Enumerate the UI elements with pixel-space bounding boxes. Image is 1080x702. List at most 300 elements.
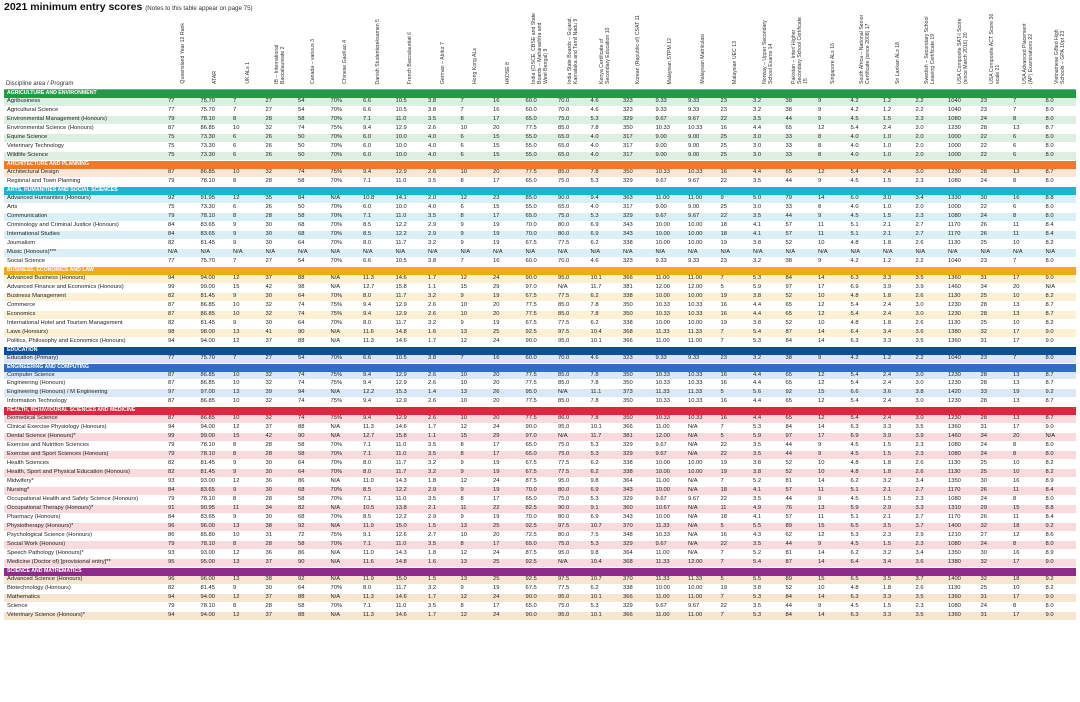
score-cell: 338 <box>621 319 654 328</box>
score-cell: 350 <box>621 380 654 389</box>
score-cell: 82 <box>166 239 199 248</box>
score-cell: 97.0 <box>524 283 557 292</box>
score-cell: 87 <box>784 328 817 337</box>
header-col-9 <box>426 13 459 90</box>
score-cell: 28 <box>264 442 297 451</box>
score-cell: 9.0 <box>1044 594 1077 603</box>
score-cell: 2.6 <box>914 469 947 478</box>
program-name: Advanced Business (Honours) <box>4 275 166 283</box>
score-cell: N/A <box>1044 248 1077 257</box>
score-cell: 2.0 <box>914 142 947 151</box>
score-cell: 6.4 <box>849 559 882 568</box>
score-cell: 99 <box>166 433 199 442</box>
score-cell: 10.33 <box>654 415 687 423</box>
score-cell: 19 <box>719 585 752 594</box>
header-label: HKDSE 8 <box>504 61 511 84</box>
score-cell: 33 <box>784 203 817 212</box>
header-col-13 <box>556 13 589 90</box>
score-cell: 10.33 <box>654 310 687 319</box>
score-cell: 78.10 <box>199 212 232 221</box>
score-cell: 17 <box>491 541 524 550</box>
score-cell: 20 <box>491 310 524 319</box>
score-cell: 30 <box>264 514 297 523</box>
score-cell: 4.8 <box>849 460 882 469</box>
score-cell: 17 <box>1011 328 1044 337</box>
score-cell: 1330 <box>946 195 979 203</box>
score-cell: 7.1 <box>361 115 394 124</box>
header-label: Norway – Upper Secondary School Exams 14 <box>761 20 774 84</box>
program-name: Biomedical Science <box>4 415 166 423</box>
score-cell: 3.0 <box>914 301 947 310</box>
score-cell: 1080 <box>946 496 979 505</box>
score-cell: 8.7 <box>1044 398 1077 407</box>
score-cell: 4.4 <box>751 372 784 380</box>
score-cell: 9 <box>816 106 849 115</box>
score-cell: 1.5 <box>881 177 914 186</box>
score-cell: 94.00 <box>199 424 232 433</box>
program-name: Dental Science (Honours)* <box>4 433 166 442</box>
score-cell: 4.1 <box>751 514 784 523</box>
score-cell: 8.0 <box>1044 212 1077 221</box>
score-cell: 20 <box>491 398 524 407</box>
score-cell: 22 <box>979 142 1012 151</box>
score-cell: 4.4 <box>751 415 784 423</box>
score-cell: 77.5 <box>556 585 589 594</box>
header-label: Swedish – Secondary School Leaving Certificate 19 <box>924 16 937 84</box>
section-title: ARCHITECTURE AND PLANNING <box>4 160 1076 168</box>
score-cell: 6 <box>459 203 492 212</box>
score-cell: 4.2 <box>849 257 882 266</box>
score-cell: 27 <box>264 98 297 106</box>
score-cell: 6.9 <box>589 487 622 496</box>
score-cell: 81.45 <box>199 239 232 248</box>
score-cell: 22 <box>491 505 524 514</box>
score-cell: 14.6 <box>394 275 427 283</box>
score-cell: 84 <box>166 487 199 496</box>
score-cell: 10.00 <box>686 230 719 239</box>
score-cell: 2.0 <box>914 133 947 142</box>
score-cell: 75% <box>329 169 362 177</box>
score-cell: 19 <box>719 469 752 478</box>
score-cell: 10 <box>459 532 492 541</box>
score-cell: N/A <box>556 283 589 292</box>
score-cell: 19 <box>491 460 524 469</box>
score-cell: 2.7 <box>914 514 947 523</box>
score-cell: 77 <box>166 257 199 266</box>
score-cell: 10.00 <box>654 460 687 469</box>
score-cell: 90.0 <box>524 275 557 283</box>
score-cell: 65 <box>784 301 817 310</box>
score-cell: 12 <box>231 337 264 346</box>
score-cell: 7.1 <box>361 451 394 460</box>
score-cell: 329 <box>621 212 654 221</box>
score-cell: 28 <box>979 169 1012 177</box>
score-cell: 5.4 <box>849 398 882 407</box>
score-cell: 3.5 <box>426 115 459 124</box>
score-cell: 6 <box>1011 142 1044 151</box>
score-cell: 15.3 <box>394 389 427 398</box>
score-cell: 22 <box>719 496 752 505</box>
score-cell: 87 <box>166 310 199 319</box>
table-row <box>4 415 1076 423</box>
score-cell: 28 <box>264 496 297 505</box>
score-cell: 65.0 <box>524 496 557 505</box>
score-cell: 10.00 <box>654 585 687 594</box>
score-cell: 11 <box>816 487 849 496</box>
table-row <box>4 239 1076 248</box>
table-row <box>4 292 1076 301</box>
score-cell: 10.00 <box>686 585 719 594</box>
score-cell: 8.0 <box>1044 203 1077 212</box>
table-row <box>4 550 1076 559</box>
table-row <box>4 142 1076 151</box>
score-cell: 2.9 <box>426 514 459 523</box>
score-cell: 34 <box>979 433 1012 442</box>
score-cell: 7 <box>459 355 492 363</box>
score-cell: 2.6 <box>426 398 459 407</box>
score-cell: 76 <box>784 505 817 514</box>
score-cell: 7 <box>459 98 492 106</box>
table-row <box>4 221 1076 230</box>
score-cell: 8.0 <box>1044 603 1077 612</box>
score-cell: 25 <box>491 523 524 532</box>
score-cell: 6.6 <box>361 106 394 115</box>
score-cell: 19 <box>491 292 524 301</box>
score-cell: 7 <box>719 478 752 487</box>
score-cell: 75.0 <box>556 496 589 505</box>
score-cell: 11.0 <box>394 212 427 221</box>
score-cell: 10.0 <box>394 151 427 160</box>
score-cell: 39 <box>264 389 297 398</box>
score-cell: 10 <box>1011 469 1044 478</box>
score-cell: N/A <box>979 248 1012 257</box>
score-cell: 23 <box>719 355 752 363</box>
score-cell: 77.5 <box>524 169 557 177</box>
table-row <box>4 541 1076 550</box>
score-cell: 9 <box>231 460 264 469</box>
score-cell: 12 <box>231 424 264 433</box>
score-cell: 27 <box>979 532 1012 541</box>
score-cell: 88 <box>296 275 329 283</box>
score-cell: 2.2 <box>914 98 947 106</box>
score-cell: 24 <box>979 603 1012 612</box>
score-cell: 9 <box>816 177 849 186</box>
score-cell: 10.00 <box>654 230 687 239</box>
score-cell: 4.4 <box>751 169 784 177</box>
score-cell: 15 <box>1011 505 1044 514</box>
score-cell: 5.3 <box>589 451 622 460</box>
score-cell: 11.00 <box>654 275 687 283</box>
score-cell: 9.67 <box>686 212 719 221</box>
score-cell: 6.3 <box>849 424 882 433</box>
score-cell: 1040 <box>946 106 979 115</box>
score-cell: 17 <box>816 433 849 442</box>
score-cell: N/A <box>914 248 947 257</box>
score-cell: 11.33 <box>654 328 687 337</box>
score-cell: 5.3 <box>751 424 784 433</box>
score-cell: 65 <box>784 398 817 407</box>
score-cell: 11 <box>231 505 264 514</box>
score-cell: 77.5 <box>524 415 557 423</box>
score-cell: 75.70 <box>199 106 232 115</box>
score-cell: N/A <box>686 478 719 487</box>
score-cell: 14.8 <box>394 559 427 568</box>
score-cell: 95.0 <box>556 478 589 487</box>
score-cell: 343 <box>621 487 654 496</box>
score-cell: 5.6 <box>751 389 784 398</box>
score-cell: 8.7 <box>1044 169 1077 177</box>
score-cell: 9 <box>816 212 849 221</box>
score-cell: 60.0 <box>524 98 557 106</box>
score-cell: 2.2 <box>914 257 947 266</box>
score-cell: 2.9 <box>426 221 459 230</box>
score-cell: 9.8 <box>589 550 622 559</box>
score-cell: 70% <box>329 460 362 469</box>
score-cell: 78.10 <box>199 496 232 505</box>
score-cell: 17 <box>491 603 524 612</box>
score-cell: 70% <box>329 585 362 594</box>
score-cell: 6.0 <box>361 151 394 160</box>
score-cell: 8.2 <box>1044 319 1077 328</box>
program-name: Speech Pathology (Honours)* <box>4 550 166 559</box>
score-cell: N/A <box>686 248 719 257</box>
score-cell: 2.9 <box>426 487 459 496</box>
score-cell: 24 <box>979 496 1012 505</box>
score-cell: 28 <box>979 301 1012 310</box>
score-cell: 41 <box>264 328 297 337</box>
score-cell: 9.33 <box>654 257 687 266</box>
score-cell: 13 <box>459 389 492 398</box>
score-cell: 37 <box>264 612 297 621</box>
score-cell: 64 <box>296 460 329 469</box>
score-cell: 19 <box>491 230 524 239</box>
score-cell: 3.2 <box>426 460 459 469</box>
header-col-16 <box>654 13 687 90</box>
score-cell: 29 <box>491 433 524 442</box>
score-cell: 9 <box>231 585 264 594</box>
score-cell: 44 <box>784 212 817 221</box>
score-cell: 25 <box>719 142 752 151</box>
score-cell: 364 <box>621 478 654 487</box>
score-cell: 28 <box>264 212 297 221</box>
score-cell: 5.4 <box>849 124 882 133</box>
score-cell: 99.00 <box>199 433 232 442</box>
score-cell: 8.7 <box>1044 380 1077 389</box>
score-cell: 7 <box>459 106 492 115</box>
table-row <box>4 389 1076 398</box>
score-cell: 26 <box>979 230 1012 239</box>
score-cell: 32 <box>979 328 1012 337</box>
score-cell: 7 <box>719 337 752 346</box>
score-cell: 83.65 <box>199 514 232 523</box>
header-col-24 <box>914 13 947 90</box>
score-cell: 11.00 <box>654 612 687 621</box>
score-cell: 10 <box>231 532 264 541</box>
score-cell: N/A <box>329 248 362 257</box>
section-title: BUSINESS, ECONOMICS AND LAW <box>4 266 1076 274</box>
score-cell: 10.33 <box>686 310 719 319</box>
score-cell: 10.00 <box>654 514 687 523</box>
score-cell: 350 <box>621 124 654 133</box>
score-cell: 9 <box>816 442 849 451</box>
score-cell: 1.5 <box>881 496 914 505</box>
score-cell: 25 <box>979 460 1012 469</box>
score-cell: 3.0 <box>914 169 947 177</box>
score-cell: 75.0 <box>556 603 589 612</box>
score-cell: 75.70 <box>199 355 232 363</box>
table-row <box>4 230 1076 239</box>
score-cell: 98.00 <box>199 328 232 337</box>
score-cell: 92.5 <box>524 523 557 532</box>
score-cell: 6.0 <box>361 142 394 151</box>
score-cell: 90.0 <box>524 612 557 621</box>
table-row <box>4 98 1076 106</box>
score-cell: 97.5 <box>556 328 589 337</box>
score-cell: 2.4 <box>881 310 914 319</box>
score-cell: 2.1 <box>426 505 459 514</box>
score-cell: 350 <box>621 372 654 380</box>
table-row <box>4 487 1076 496</box>
score-cell: 52 <box>784 585 817 594</box>
score-cell: 2.1 <box>881 221 914 230</box>
score-cell: 81.45 <box>199 585 232 594</box>
score-cell: 67.5 <box>524 319 557 328</box>
score-cell: 70% <box>329 541 362 550</box>
score-cell: 4.2 <box>849 98 882 106</box>
score-cell: 90 <box>296 328 329 337</box>
score-cell: 364 <box>621 550 654 559</box>
score-cell: 50 <box>296 142 329 151</box>
score-cell: N/A <box>426 248 459 257</box>
score-cell: 1.1 <box>426 283 459 292</box>
score-cell: N/A <box>394 248 427 257</box>
score-cell: 2.4 <box>881 124 914 133</box>
header-col-11 <box>491 13 524 90</box>
score-cell: 9.8 <box>589 478 622 487</box>
score-cell: N/A <box>329 612 362 621</box>
score-cell: 8.0 <box>1044 451 1077 460</box>
score-cell: 65.0 <box>556 142 589 151</box>
score-cell: 338 <box>621 460 654 469</box>
score-cell: 10 <box>231 398 264 407</box>
score-cell: 26 <box>979 221 1012 230</box>
score-cell: 10 <box>231 169 264 177</box>
score-cell: 6 <box>459 142 492 151</box>
table-row <box>4 203 1076 212</box>
score-cell: 78.10 <box>199 451 232 460</box>
score-cell: 4.0 <box>589 203 622 212</box>
score-cell: 88 <box>296 424 329 433</box>
score-cell: 96 <box>166 576 199 584</box>
score-cell: 77.5 <box>524 398 557 407</box>
score-cell: 8.2 <box>1044 585 1077 594</box>
score-cell: 7 <box>1011 106 1044 115</box>
score-cell: 6.9 <box>849 283 882 292</box>
score-cell: N/A <box>686 541 719 550</box>
score-cell: 10 <box>1011 292 1044 301</box>
score-cell: 8.2 <box>1044 469 1077 478</box>
score-cell: 79 <box>166 212 199 221</box>
header-label: German – Abitur 7 <box>439 41 446 84</box>
score-cell: 70.0 <box>556 257 589 266</box>
score-cell: 1080 <box>946 177 979 186</box>
score-cell: 2.3 <box>914 451 947 460</box>
score-cell: 11.3 <box>361 424 394 433</box>
score-cell: 4.6 <box>589 355 622 363</box>
score-cell: 6.9 <box>589 230 622 239</box>
score-cell: 1080 <box>946 212 979 221</box>
score-cell: 82 <box>166 460 199 469</box>
score-cell: 13 <box>816 505 849 514</box>
score-cell: 11.00 <box>686 337 719 346</box>
score-cell: 9.2 <box>1044 523 1077 532</box>
score-cell: 38 <box>784 106 817 115</box>
score-cell: 12 <box>816 415 849 423</box>
score-cell: 1080 <box>946 541 979 550</box>
score-cell: 75 <box>166 142 199 151</box>
page-title <box>4 0 1076 13</box>
score-cell: 3.0 <box>751 203 784 212</box>
score-cell: 1130 <box>946 460 979 469</box>
score-cell: 19 <box>1011 389 1044 398</box>
score-cell: 2.7 <box>914 487 947 496</box>
score-cell: 77.5 <box>556 292 589 301</box>
score-cell: 10.33 <box>654 380 687 389</box>
score-cell: 8.4 <box>1044 487 1077 496</box>
score-cell: 30 <box>979 195 1012 203</box>
score-cell: 9 <box>459 460 492 469</box>
program-name: Science <box>4 603 166 612</box>
score-cell: 7 <box>719 328 752 337</box>
score-cell: 33 <box>784 142 817 151</box>
score-cell: 3.2 <box>881 550 914 559</box>
score-cell: 62 <box>784 532 817 541</box>
score-cell: 70% <box>329 319 362 328</box>
score-cell: 87 <box>166 415 199 423</box>
score-cell: 8 <box>231 442 264 451</box>
score-cell: 9.33 <box>686 355 719 363</box>
score-cell: 9 <box>459 319 492 328</box>
score-cell: 10 <box>459 301 492 310</box>
score-cell: 44 <box>784 115 817 124</box>
score-cell: 15.0 <box>394 576 427 584</box>
score-cell: 20 <box>491 380 524 389</box>
score-cell: 22 <box>719 541 752 550</box>
program-name: Veterinary Technology <box>4 142 166 151</box>
score-cell: 5.1 <box>849 221 882 230</box>
score-cell: 10.00 <box>654 469 687 478</box>
program-name: Advanced Science (Honours) <box>4 576 166 584</box>
score-cell: 11.7 <box>394 239 427 248</box>
score-cell: 1.8 <box>881 469 914 478</box>
score-cell: 9.67 <box>654 115 687 124</box>
score-cell: 3.5 <box>751 603 784 612</box>
score-cell: 83.65 <box>199 230 232 239</box>
score-cell: 30 <box>264 230 297 239</box>
section-header <box>4 160 1076 168</box>
header-col-28 <box>1044 13 1077 90</box>
score-cell: 65.0 <box>524 603 557 612</box>
score-cell: 381 <box>621 283 654 292</box>
score-cell: 8 <box>231 115 264 124</box>
score-cell: 16 <box>1011 478 1044 487</box>
score-cell: 3.0 <box>914 415 947 423</box>
score-cell: 3.4 <box>881 328 914 337</box>
score-cell: 1130 <box>946 292 979 301</box>
score-cell: 9.67 <box>654 442 687 451</box>
score-cell: 12 <box>231 275 264 283</box>
score-cell: 75% <box>329 124 362 133</box>
